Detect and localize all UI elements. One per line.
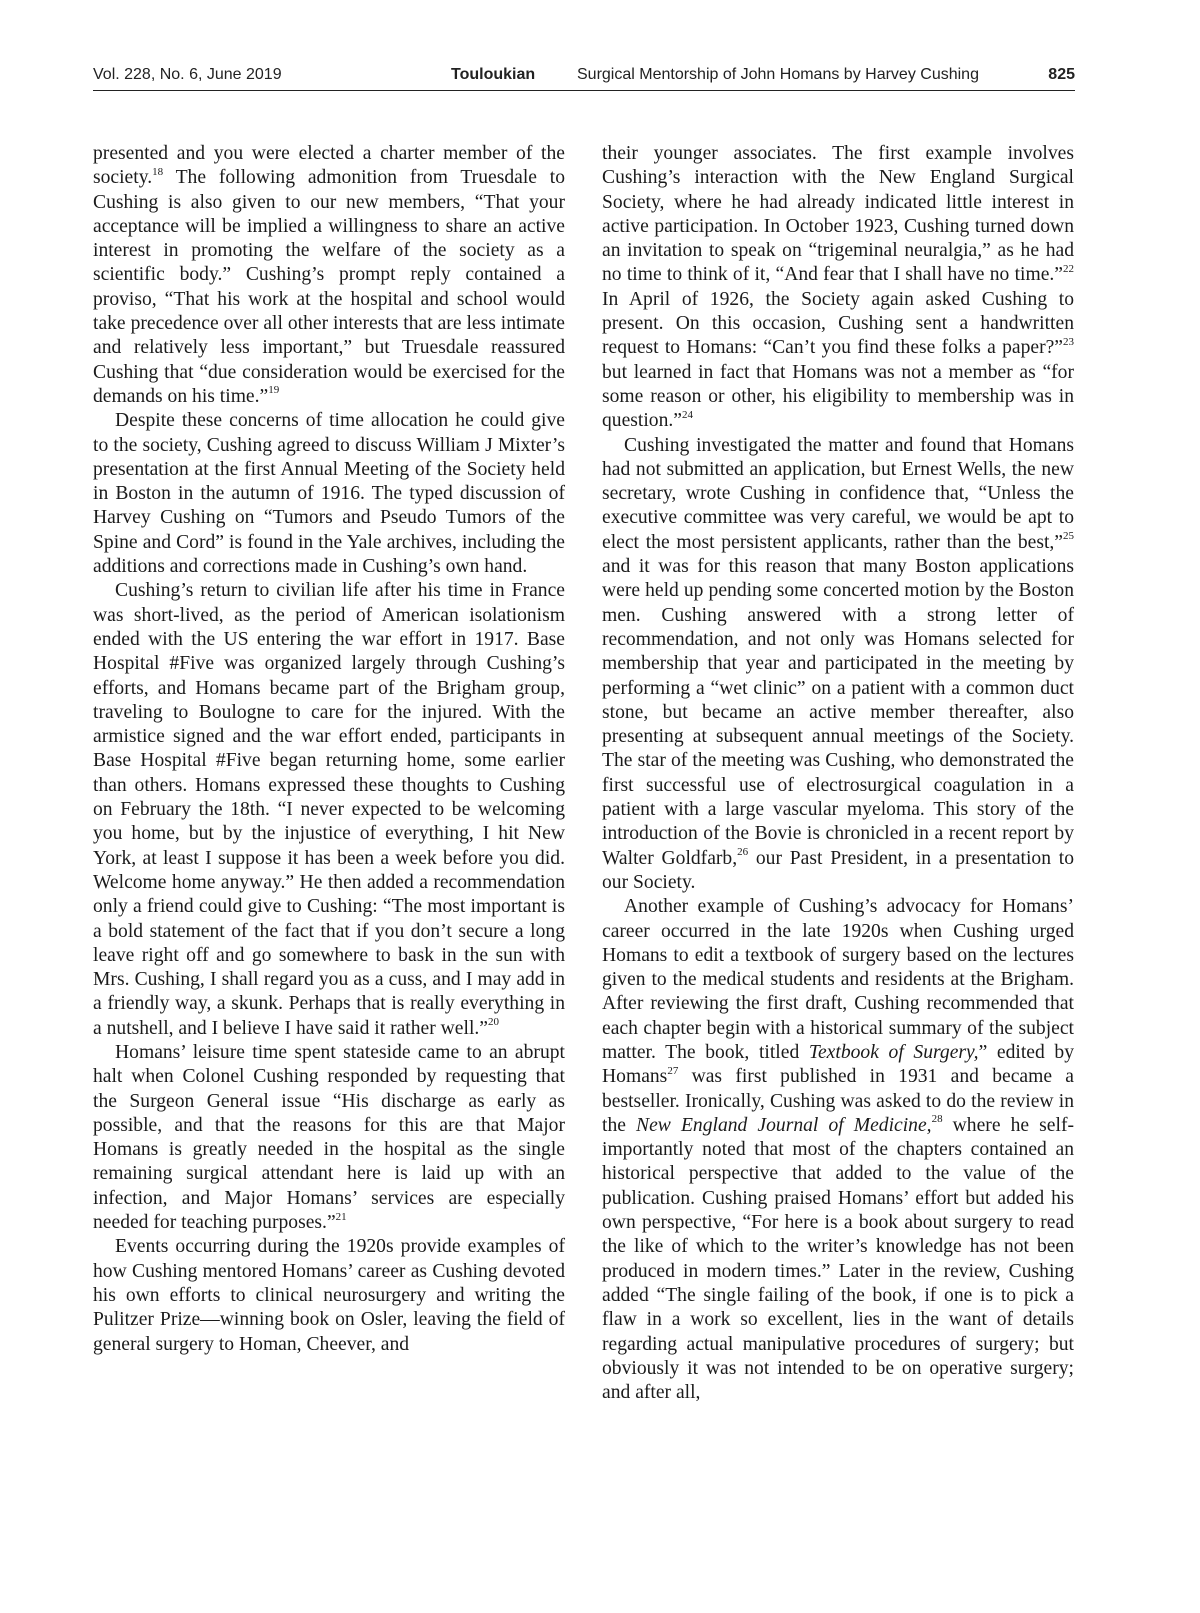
reference-marker: 24 [682, 408, 693, 421]
text-run: and it was for this reason that many Boston applications were held up pending some concerted motion by the Boston men. Cushing answered with a strong letter of recommendation, and not only was Homans selected for membership that year and participated in the meeting by performing a “wet clinic” on a patient with a common duct stone, but became an active member thereafter, also presenting at subsequent annual meetings of the Society. The star of the meeting was Cushing, who demonstrated the first successful use of electrosurgical coagulation in a patient with a large vascular myeloma. This story of the introduction of the Bovie is chronicled in a recent report by Walter Goldfarb, [602, 556, 1074, 869]
text-run: Cushing investigated the matter and found that Homans had not submitted an application, but Ernest Wells, the new secretary, wrote Cushing in confidence that, “Unless the executive committee was very careful, we would be apt to elect the most persistent applicants, rather than the best,” [602, 434, 1074, 553]
text-run: The following admonition from Truesdale to Cushing is also given to our new members, “That your acceptance will be implied a willingness to share an active interest in promoting the welfare of the society as a scientific body.” Cushing’s prompt reply contained a proviso, “That his work at the hospital and school would take precedence over all other interests that are less intimate and relatively less important,” but Truesdale reassured Cushing that “due consideration would be exercised for the demands on his time.” [93, 167, 565, 407]
right-column [602, 142, 1074, 1405]
text-run: Another example of Cushing’s advocacy for Homans’ career occurred in the late 1920s when Cushing urged Homans to edit a textbook of surgery based on the lectures given to the medical students and residents at the Brigham. After reviewing the first draft, Cushing recommended that each chapter begin with a historical summary of the subject matter. The book, titled [602, 896, 1074, 1063]
running-author: Touloukian [451, 66, 536, 83]
text-run: was first published in 1931 and became a bestseller. Ironically, Cushing was asked to do the review in the [602, 1066, 1074, 1136]
paragraph [93, 579, 565, 1041]
text-run: ” edited by Homans [602, 1041, 1075, 1088]
text-run: where he self-importantly noted that most of the chapters contained an historical perspective that added to the value of the publication. Cushing praised Homans’ effort but added his own perspective, “For here is a book about surgery to read the like of which to the writer’s knowledge has not been produced in modern times.” Later in the review, Cushing added “The single failing of the book, if one is to pick a flaw in a work so excellent, lies in the want of details regarding actual manipulative procedures of surgery; but obviously it was not intended to be on operative surgery; and after all, [602, 1114, 1074, 1404]
left-column [93, 142, 565, 1357]
reference-marker: 23 [1063, 335, 1074, 348]
journal-citation: Vol. 228, No. 6, June 2019 [93, 66, 282, 83]
text-run: our Past President, in a presentation to our Society. [602, 847, 1074, 893]
reference-marker: 21 [335, 1210, 347, 1223]
reference-marker: 22 [1063, 262, 1074, 275]
text-run: Homans’ leisure time spent stateside came to an abrupt halt when Colonel Cushing responded by requesting that the Surgeon General issue “His discharge as early as possible, and that the reasons for this are that Major Homans is greatly needed in the hospital as the single remaining surgical attendant here is laid up with an infection, and Major Homans’ services are especially needed for teaching purposes.” [93, 1041, 565, 1234]
page-number: 825 [1048, 66, 1075, 83]
paragraph [93, 1041, 565, 1235]
reference-marker: 25 [1063, 530, 1074, 543]
paragraph [93, 409, 565, 579]
book-title: Textbook of Surgery, [808, 1041, 979, 1063]
text-run: presented and you were elected a charter member of the society. [93, 143, 565, 189]
reference-marker: 27 [667, 1064, 679, 1077]
journal-title: New England Journal of Medicine, [636, 1114, 932, 1136]
reference-marker: 28 [931, 1113, 943, 1126]
text-run: their younger associates. The first example involves Cushing’s interaction with the New England Surgical Society, where he had already indicated little interest in active participation. In October 1923, Cushing turned down an invitation to speak on “trigeminal neuralgia,” as he had no time to think of it, “And fear that I shall have no time.” [602, 143, 1074, 286]
paragraph [602, 434, 1074, 896]
text-run: Events occurring during the 1920s provide examples of how Cushing mentored Homans’ career as Cushing devoted his own efforts to clinical neurosurgery and writing the Pulitzer Prize—winning book on Osler, leaving the field of general surgery to Homan, Cheever, and [93, 1236, 565, 1355]
running-header [93, 64, 1075, 91]
reference-marker: 26 [737, 846, 749, 859]
reference-marker: 19 [268, 384, 280, 397]
text-run: In April of 1926, the Society again asked Cushing to present. On this occasion, Cushing sent a handwritten request to Homans: “Can’t you find these folks a paper?” [602, 288, 1074, 359]
paragraph [602, 895, 1074, 1405]
paragraph [93, 142, 565, 409]
reference-marker: 20 [487, 1016, 499, 1029]
text-run: but learned in fact that Homans was not a member as “for some reason or other, his eligibility to membership was in question.” [602, 361, 1074, 432]
paragraph [93, 1235, 565, 1356]
text-run: Cushing’s return to civilian life after his time in France was short-lived, as the period of American isolationism ended with the US entering the war effort in 1917. Base Hospital #Five was organized largely through Cushing’s efforts, and Homans became part of the Brigham group, traveling to Boulogne to care for the injured. With the armistice signed and the war effort ended, participants in Base Hospital #Five began returning home, some earlier than others. Homans expressed these thoughts to Cushing on February the 18th. “I never expected to be welcoming you home, but by the injustice of everything, I hit New York, at least I suppose it has been a week before you did. Welcome home anyway.” He then added a recommendation only a friend could give to Cushing: “The most important is a bold statement of the fact that if you don’t secure a long leave right off and go somewhere to bask in the sun with Mrs. Cushing, I shall regard you as a cuss, and I may add in a friendly way, a skunk. Perhaps that is really everything in a nutshell, and I believe I have said it rather well.” [93, 580, 565, 1039]
reference-marker: 18 [152, 165, 164, 178]
text-run: Despite these concerns of time allocation he could give to the society, Cushing agreed to discuss William J Mixter’s presentation at the first Annual Meeting of the Society held in Boston in the autumn of 1916. The typed discussion of Harvey Cushing on “Tumors and Pseudo Tumors of the Spine and Cord” is found in the Yale archives, including the additions and corrections made in Cushing’s own hand. [93, 410, 565, 578]
paragraph [602, 142, 1074, 434]
running-title: Surgical Mentorship of John Homans by Harvey Cushing [577, 66, 979, 83]
